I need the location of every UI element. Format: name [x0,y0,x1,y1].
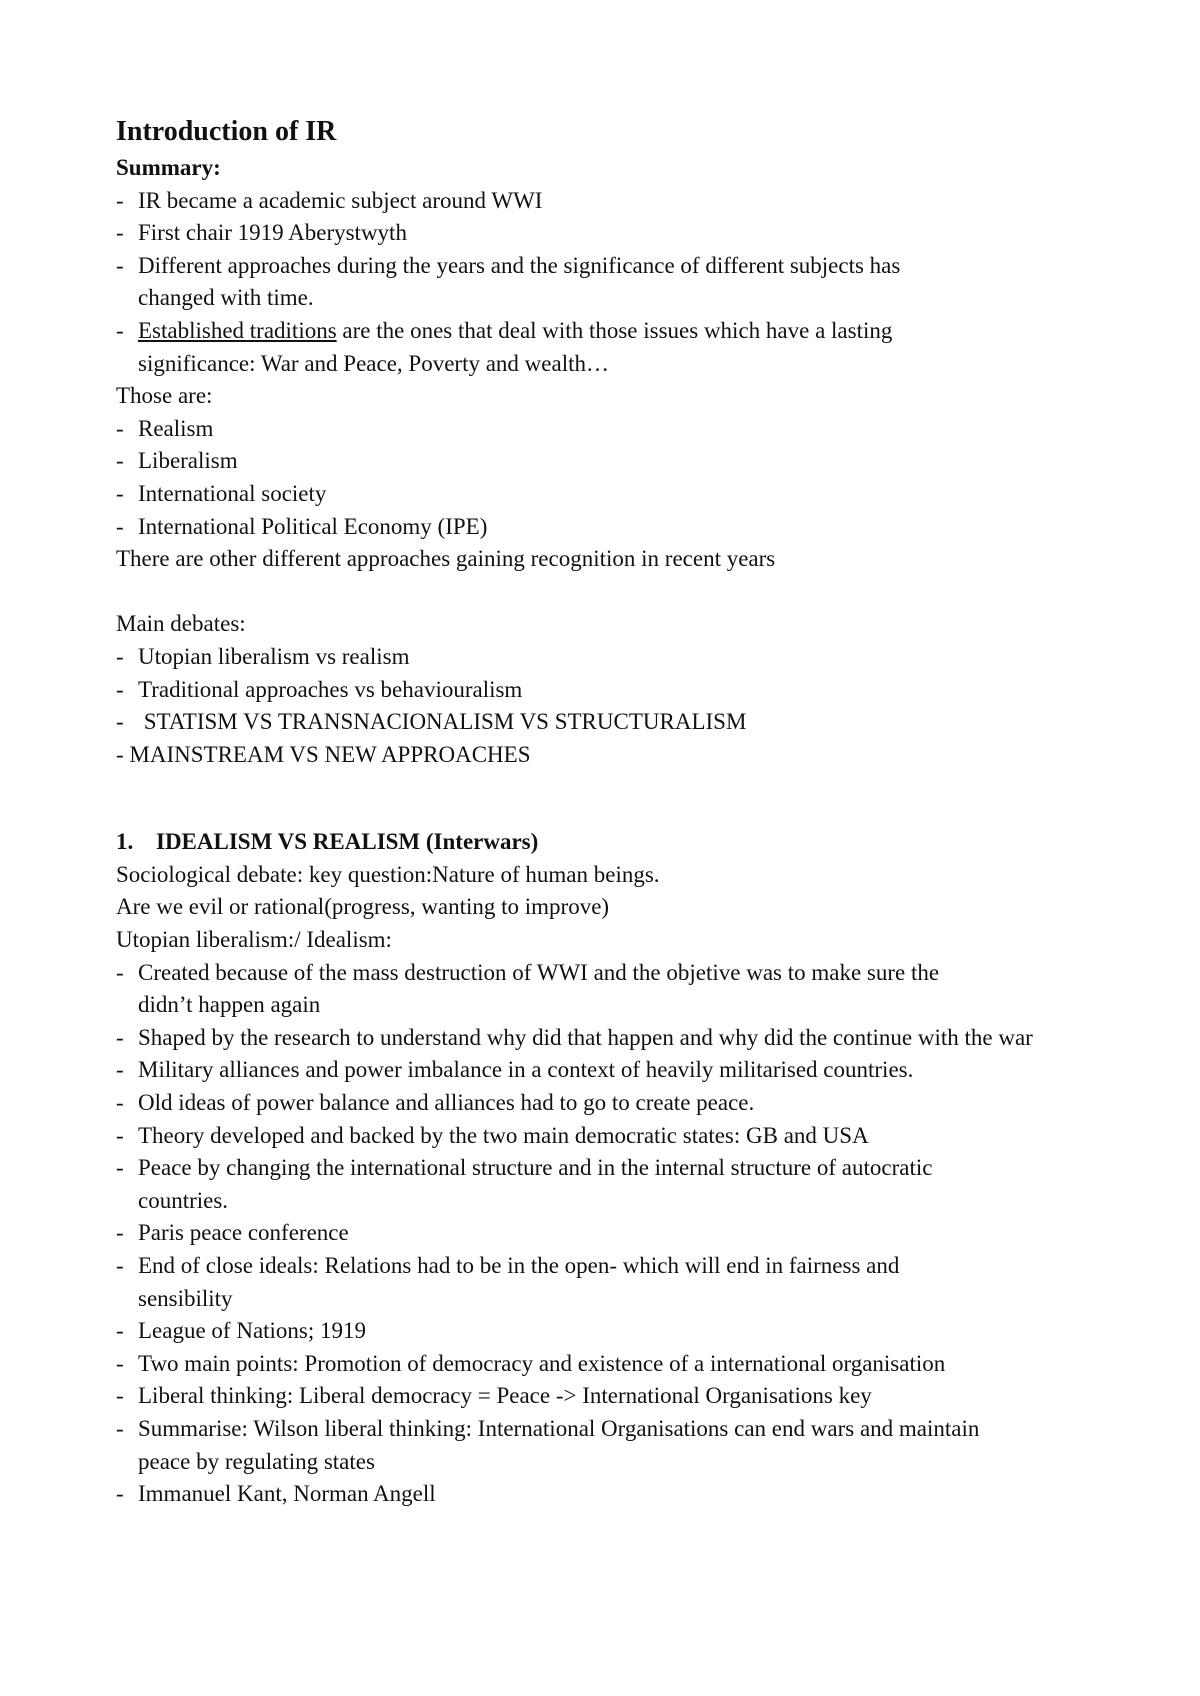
idealism-item: - Peace by changing the international structure and in the internal structure of autocratic countries. [116,1152,988,1217]
summary-list [116,185,1116,381]
debate-item: - STATISM VS TRANSNACIONALISM VS STRUCTURALISM [116,706,1116,739]
idealism-item: - Created because of the mass destruction of WWI and the objetive was to make sure the didn’t happen again [116,957,988,1022]
idealism-item: - Liberal thinking: Liberal democracy = Peace -> International Organisations key [116,1380,1096,1413]
tradition-item: - Liberalism [116,445,1116,478]
idealism-item: - Paris peace conference [116,1217,1096,1250]
section-1-number: 1. [116,829,134,855]
spacer [116,771,1116,826]
idealism-list [116,957,1096,1511]
other-approaches-text: There are other different approaches gaining recognition in recent years [116,546,776,572]
idealism-item: - Old ideas of power balance and alliances had to go to create peace. [116,1087,1096,1120]
summary-heading: Summary: [116,155,221,180]
summary-item: - IR became a academic subject around WWI [116,185,1116,218]
idealism-item: - Two main points: Promotion of democracy and existence of a international organisation [116,1348,1096,1381]
summary-item: - Different approaches during the years and the significance of different subjects has changed with time. [116,250,948,315]
tradition-item: - International Political Economy (IPE) [116,511,1116,544]
idealism-item: - Summarise: Wilson liberal thinking: International Organisations can end wars and maintain peace by regulating states [116,1413,988,1478]
debates-list [116,641,1116,739]
main-debates-heading: Main debates: [116,611,246,637]
tradition-item: - International society [116,478,1116,511]
idealism-item: - Immanuel Kant, Norman Angell [116,1478,1096,1511]
established-traditions-underlined: Established traditions [138,317,337,343]
section-1-heading [116,826,1116,859]
section-1-line: Sociological debate: key question:Nature of human beings. [116,861,660,887]
tradition-item: - Realism [116,413,1116,446]
document-page [116,112,1116,1511]
document-title: Introduction of IR [116,116,337,147]
section-1-title: IDEALISM VS REALISM (Interwars) [156,829,539,855]
those-are-label: Those are: [116,383,213,409]
idealism-item: - Theory developed and backed by the two main democratic states: GB and USA [116,1120,1096,1153]
summary-item-established [116,315,948,380]
idealism-item: - Military alliances and power imbalance in a context of heavily militarised countries. [116,1054,1096,1087]
idealism-item: - Shaped by the research to understand why did that happen and why did the continue with the war [116,1022,1038,1055]
debate-item: - Traditional approaches vs behaviouralism [116,674,1116,707]
debate-item: - Utopian liberalism vs realism [116,641,1116,674]
traditions-list [116,413,1116,543]
summary-item: - First chair 1919 Aberystwyth [116,217,1116,250]
idealism-item: - League of Nations; 1919 [116,1315,1096,1348]
section-1-line: Utopian liberalism:/ Idealism: [116,927,392,953]
idealism-item: - End of close ideals: Relations had to be in the open- which will end in fairness and sensibility [116,1250,988,1315]
debate-item-last: - MAINSTREAM VS NEW APPROACHES [116,741,531,767]
established-traditions-text: are the ones that deal with those issues which have a lasting significance: War and Peace, Poverty and wealth… [138,317,893,376]
section-1-line: Are we evil or rational(progress, wanting to improve) [116,894,610,920]
spacer [116,576,1116,609]
